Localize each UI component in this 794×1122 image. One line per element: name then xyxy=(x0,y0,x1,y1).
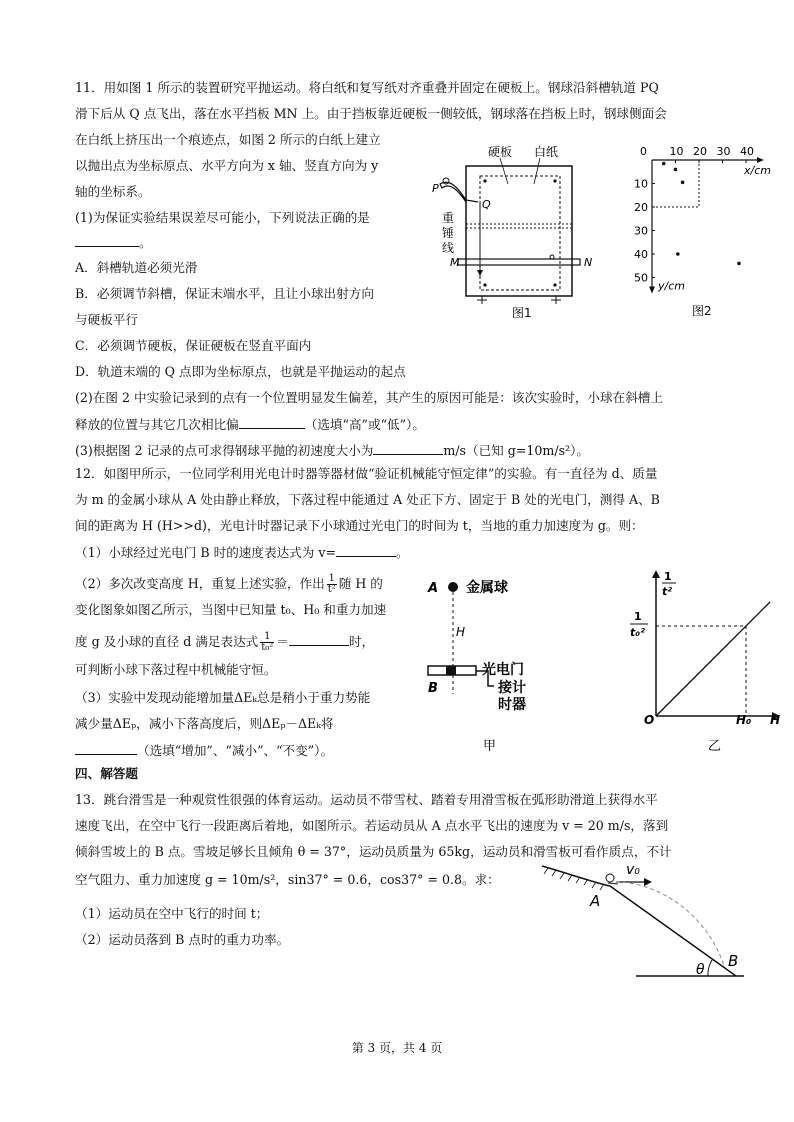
fig-yi-mark-num: 1 xyxy=(634,610,642,623)
figure-yi-graph xyxy=(620,566,790,756)
fig-jia-label-timer2: 时器 xyxy=(498,697,526,713)
slope-line xyxy=(610,886,739,976)
fig-jia-label-h: H xyxy=(456,625,466,639)
fig-jia-label-gate: 光电门 xyxy=(482,662,524,678)
fig1-label-line-3: 线 xyxy=(442,241,455,255)
figure-2-scatter xyxy=(618,140,788,320)
fig2-y-arrow xyxy=(649,287,655,294)
figure-jia-photogate xyxy=(420,574,550,754)
fig2-y-tick-label: 50 xyxy=(634,271,648,285)
q12-line3: 间的距离为 H (H>>d)，光电计时器记录下小球通过光电门的时间为 t，当地的重力加速度为 g。则： xyxy=(75,518,644,533)
q12-part3b: 减少量ΔEₚ，减小下落高度后，则ΔEₚ－ΔEₖ将 xyxy=(75,716,334,731)
q12-line1: 12．如图甲所示，一位同学利用光电计时器等器材做“验证机械能守恒定律”的实验。有一直径为 d、质量 xyxy=(75,466,658,481)
fig2-caption: 图2 xyxy=(692,304,712,318)
q11-part2b: 释放的位置与其它几次相比偏 （选填“高”或“低”）。 xyxy=(75,417,425,432)
trajectory-path xyxy=(616,882,724,966)
q11-part2a: (2)在图 2 中实验记录到的点有一个位置明显发生偏差，其产生的原因可能是：该次实验时，小球在斜槽上 xyxy=(75,390,663,405)
fig2-x-label: x/cm xyxy=(744,164,771,177)
fig1-label-paper: 白纸 xyxy=(534,145,559,159)
q11-part1: (1)为保证实验结果误差尽可能小，下列说法正确的是 xyxy=(75,210,370,225)
fig13-a: A xyxy=(590,892,601,910)
q12-line2: 为 m 的金属小球从 A 处由静止释放，下落过程中能通过 A 处正下方、固定于 B 处的光电门，测得 A、B xyxy=(75,492,660,507)
fig2-data-point xyxy=(737,262,741,266)
q12-part1: （1）小球经过光电门 B 时的速度表达式为 v= 。 xyxy=(75,545,409,560)
fig1-label-n: N xyxy=(584,256,592,269)
fig2-x-arrow xyxy=(757,157,764,163)
q11-option-b2: 与硬板平行 xyxy=(75,312,138,327)
q13-part1: （1）运动员在空中飞行的时间 t； xyxy=(75,906,269,921)
q11-line5: 轴的坐标系。 xyxy=(75,184,151,199)
q11-part3: (3)根据图 2 记录的点可求得钢球平抛的初速度大小为 m/s（已知 g=10m/s²）。 xyxy=(75,443,589,458)
fig-yi-h0: H₀ xyxy=(736,713,752,727)
fig-jia-caption: 甲 xyxy=(483,739,497,754)
fig-yi-caption: 乙 xyxy=(708,739,722,754)
fig1-caption: 图1 xyxy=(512,306,532,320)
q11-line4: 以抛出点为坐标原点、水平方向为 x 轴、竖直方向为 y xyxy=(75,158,379,173)
q12-part3a: （3）实验中发现动能增加量ΔEₖ总是稍小于重力势能 xyxy=(75,690,371,705)
page-footer: 第 3 页，共 4 页 xyxy=(351,1041,443,1055)
fig-yi-line xyxy=(656,602,770,716)
fig-jia-label-a: A xyxy=(428,581,439,596)
q12-part2g: 可判断小球下落过程中机械能守恒。 xyxy=(75,662,277,677)
q13-line3: 倾斜雪坡上的 B 点。雪坡足够长且倾角 θ = 37°，运动员质量为 65kg，运动员和滑雪板可看作质点，不计 xyxy=(75,844,672,859)
q13-line2: 速度飞出，在空中飞行一段距离后着地，如图所示。若运动员从 A 点水平飞出的速度为 v = 20 m/s，落到 xyxy=(75,818,669,833)
metal-ball xyxy=(448,582,458,592)
q12-part3c: （选填“增加”、“减小”、“不变”）。 xyxy=(75,742,333,759)
fig2-x-tick-label: 10 xyxy=(669,145,684,158)
fig2-y-label: y/cm xyxy=(658,279,685,293)
q13-line4: 空气阻力、重力加速度 g = 10m/s²，sin37° = 0.6，cos37° = 0.8。求： xyxy=(75,872,500,887)
q11-part1-answer: 。 xyxy=(75,234,152,251)
fig13-b: B xyxy=(728,952,739,970)
q12-part2c: 变化图象如图乙所示，当图中已知量 t₀、H₀ 和重力加速 xyxy=(75,602,387,617)
q13-line1: 13．跳台滑雪是一种观赏性很强的体育运动。运动员不带雪杖、踏着专用滑雪板在弧形助滑道上获得水平 xyxy=(75,792,658,807)
fig-yi-origin: O xyxy=(644,713,655,727)
fig1-label-p: P xyxy=(432,182,439,195)
q11-option-d: D．轨道末端的 Q 点即为坐标原点，也就是平抛运动的起点 xyxy=(75,364,406,379)
q11-option-b1: B．必须调节斜槽，保证末端水平，且让小球出射方向 xyxy=(75,286,374,301)
fig1-label-line-2: 锤 xyxy=(442,226,455,240)
fig2-data-point xyxy=(681,181,685,185)
fig-yi-yaxis-den: t² xyxy=(662,585,673,598)
fig2-x-tick-label: 20 xyxy=(693,145,707,158)
fig-jia-label-ball: 金属球 xyxy=(466,580,508,596)
fig1-label-m: M xyxy=(450,256,460,269)
fig2-x-tick-label: 0 xyxy=(640,145,647,158)
q12-part2d: 度 g 及小球的直径 d 满足表达式 $\frac{1}{\text{t₀²}}$ ＝ 时， xyxy=(75,631,375,653)
fig2-x-tick-label: 40 xyxy=(740,145,754,158)
fig-yi-yaxis-num: 1 xyxy=(664,570,672,583)
fig1-label-board: 硬板 xyxy=(488,145,513,159)
q13-part2: （2）运动员落到 B 点时的重力功率。 xyxy=(75,932,290,947)
fig13-v0: v₀ xyxy=(626,862,640,878)
fig-yi-mark-den: t₀² xyxy=(630,626,645,639)
fig-jia-label-timer1: 接计 xyxy=(498,680,526,696)
fig-yi-h: H xyxy=(770,713,781,727)
fig-jia-label-b: B xyxy=(428,681,438,696)
skier-icon xyxy=(606,874,614,882)
fig2-x-tick-label: 30 xyxy=(716,145,731,158)
fig2-data-point xyxy=(662,162,666,166)
section-4-title: 四、解答题 xyxy=(75,766,138,781)
q12-part2a: （2）多次改变高度 H，重复上述实验，作出 $\frac{1}{\text{t²}}$ 随 H 的 xyxy=(75,573,383,595)
fig2-data-point xyxy=(676,252,680,256)
fig1-label-line-1: 重 xyxy=(442,211,455,225)
q11-line2: 滑下后从 Q 点飞出，落在水平挡板 MN 上。由于挡板靠近硬板一侧较低，钢球落在挡板上时，钢球侧面会 xyxy=(75,106,667,121)
q11-line3: 在白纸上挤压出一个痕迹点，如图 2 所示的白纸上建立 xyxy=(75,132,381,147)
q11-option-a: A．斜槽轨道必须光滑 xyxy=(75,260,198,275)
fig2-y-tick-label: 30 xyxy=(634,224,648,238)
fig2-y-tick-label: 20 xyxy=(634,201,648,214)
fig1-label-q: Q xyxy=(482,198,491,211)
q11-option-c: C．必须调节硬板，保证硬板在竖直平面内 xyxy=(75,338,312,353)
fig2-y-tick-label: 40 xyxy=(634,248,648,261)
figure-ski-jump xyxy=(540,856,750,984)
fig2-y-tick-label: 10 xyxy=(634,177,648,191)
figure-1-apparatus xyxy=(422,140,592,320)
fig13-theta: θ xyxy=(696,962,705,978)
q11-line1: 11．用如图 1 所示的装置研究平抛运动。将白纸和复写纸对齐重叠并固定在硬板上。钢球沿斜槽轨道 PQ xyxy=(75,80,659,95)
fig2-data-point xyxy=(674,168,678,172)
